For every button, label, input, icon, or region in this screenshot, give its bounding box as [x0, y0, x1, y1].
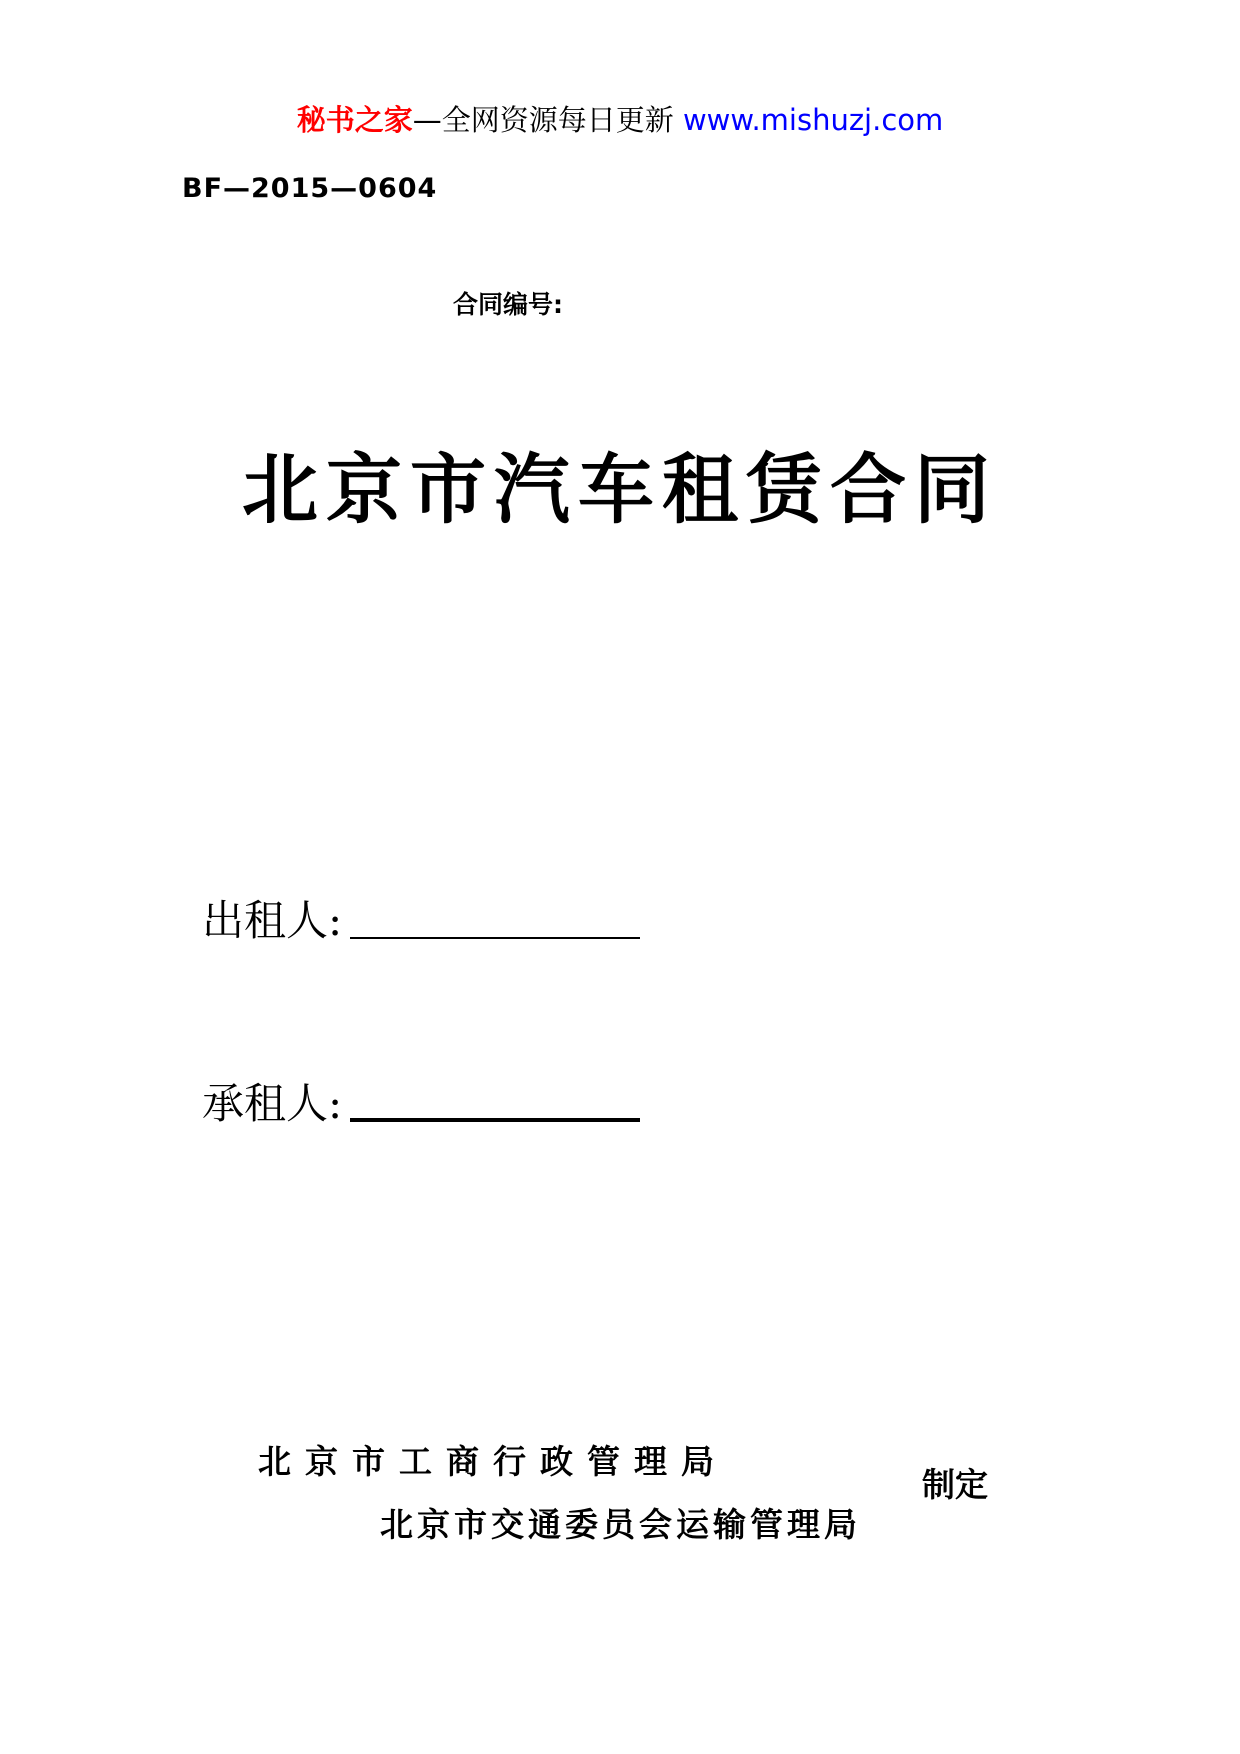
header-watermark	[0, 100, 1240, 140]
document-code: BF—2015—0604	[182, 173, 438, 204]
lessee-blank-line	[350, 1118, 640, 1122]
lessor-field	[202, 895, 640, 947]
issuer-commerce-bureau: 北京市工商行政管理局	[258, 1442, 728, 1481]
lessor-label: 出租人:	[202, 896, 343, 945]
contract-number-label: 合同编号:	[453, 290, 563, 319]
issuer-transport-bureau: 北京市交通委员会运输管理局	[380, 1505, 861, 1544]
site-slogan: —全网资源每日更新	[412, 103, 674, 137]
site-url[interactable]: www.mishuzj.com	[682, 103, 944, 137]
page-title: 北京市汽车租赁合同	[242, 445, 998, 534]
lessee-field	[202, 1078, 640, 1130]
issued-by-label: 制定	[922, 1465, 988, 1504]
lessor-blank-line	[350, 937, 640, 939]
lessee-label: 承租人:	[202, 1079, 343, 1128]
site-name: 秘书之家	[296, 103, 413, 137]
